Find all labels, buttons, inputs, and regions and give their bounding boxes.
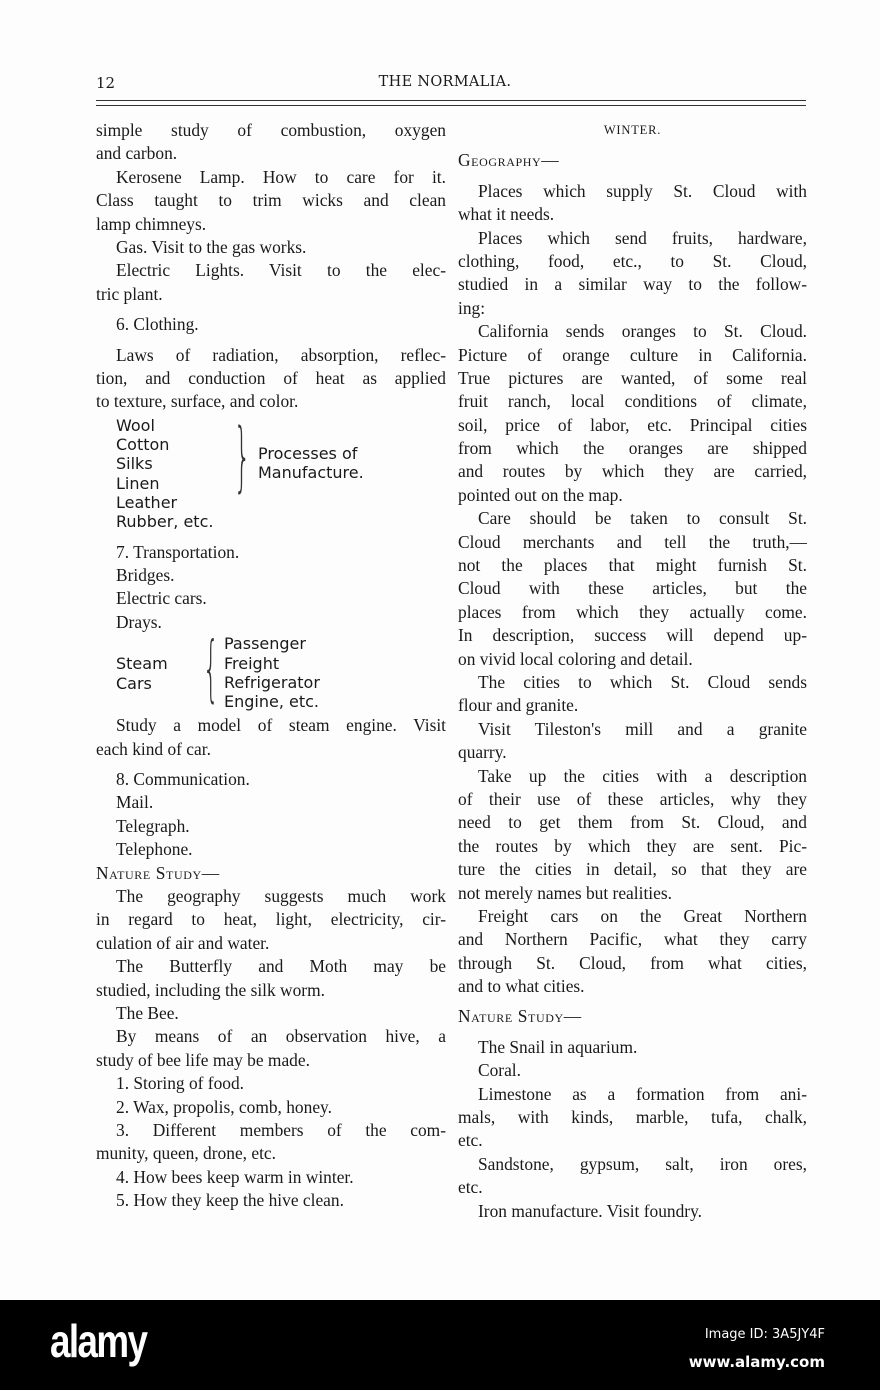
paragraph bbox=[96, 768, 446, 791]
paragraph bbox=[96, 541, 446, 564]
paragraph bbox=[96, 1119, 446, 1166]
text-line: Coral. bbox=[478, 1060, 521, 1081]
paragraph bbox=[96, 166, 446, 236]
text-line: Electric cars. bbox=[116, 588, 207, 609]
paragraph bbox=[96, 1189, 446, 1212]
text-line: True pictures are wanted, of some real bbox=[458, 367, 807, 388]
text-line: 1. Storing of food. bbox=[116, 1073, 245, 1094]
paragraph bbox=[458, 1059, 807, 1082]
text-line: Geography— bbox=[458, 150, 560, 171]
text-line: 5. How they keep the hive clean. bbox=[116, 1190, 344, 1211]
text-line: 8. Communication. bbox=[116, 769, 250, 790]
text-line: Telegraph. bbox=[116, 815, 190, 836]
brace-icon: { bbox=[202, 626, 219, 711]
paragraph bbox=[458, 1200, 807, 1223]
brace-entry: Leather bbox=[116, 492, 178, 512]
text-line: study of bee life may be made. bbox=[96, 1049, 310, 1070]
brace-entry: Rubber, etc. bbox=[116, 512, 214, 532]
paragraph bbox=[458, 718, 807, 765]
text-line: Take up the cities with a description bbox=[478, 765, 807, 786]
steam-cars-brace bbox=[96, 626, 446, 714]
text-line: soil, price of labor, etc. Principal cities bbox=[458, 414, 807, 435]
text-line: By means of an observation hive, a bbox=[116, 1026, 446, 1047]
paragraph bbox=[96, 885, 446, 955]
paragraph bbox=[96, 611, 446, 634]
paragraph bbox=[458, 227, 807, 321]
text-line: tion, and conduction of heat as applied bbox=[96, 367, 446, 388]
text-line: need to get them from St. Cloud, and bbox=[458, 812, 807, 833]
text-line: Gas. Visit to the gas works. bbox=[116, 236, 307, 257]
text-line: mals, with kinds, marble, tufa, chalk, bbox=[458, 1107, 807, 1128]
brace-entry: Wool bbox=[116, 415, 155, 435]
brace-entry: Passenger bbox=[224, 634, 306, 654]
text-line: Visit Tileston's mill and a granite bbox=[478, 718, 807, 739]
paragraph bbox=[96, 587, 446, 610]
brace-icon: } bbox=[233, 410, 251, 500]
text-line: Places which send fruits, hardware, bbox=[478, 227, 807, 248]
alamy-logo: alamy bbox=[50, 1315, 147, 1367]
text-line: Limestone as a formation from ani- bbox=[478, 1083, 807, 1104]
paragraph bbox=[458, 180, 807, 227]
paragraph bbox=[96, 313, 446, 336]
header-rule bbox=[96, 100, 806, 101]
paragraph bbox=[458, 765, 807, 905]
text-line: flour and granite. bbox=[458, 695, 579, 716]
season-heading bbox=[458, 119, 807, 142]
text-line: Iron manufacture. Visit foundry. bbox=[478, 1200, 703, 1221]
paragraph bbox=[96, 838, 446, 861]
text-line: not merely names but realities. bbox=[458, 882, 672, 903]
text-line: quarry. bbox=[458, 742, 507, 763]
watermark-bar bbox=[0, 1300, 880, 1390]
text-line: Electric Lights. Visit to the elec- bbox=[116, 260, 446, 281]
paragraph bbox=[96, 791, 446, 814]
paragraph bbox=[96, 259, 446, 306]
text-line: etc. bbox=[458, 1177, 483, 1198]
text-line: Kerosene Lamp. How to care for it. bbox=[116, 166, 446, 187]
paragraph bbox=[96, 236, 446, 259]
paragraph bbox=[96, 1025, 446, 1072]
paragraph bbox=[458, 905, 807, 999]
text-line: etc. bbox=[458, 1130, 483, 1151]
text-line: studied, including the silk worm. bbox=[96, 979, 325, 1000]
text-line: through St. Cloud, from what cities, bbox=[458, 952, 807, 973]
text-line: pointed out on the map. bbox=[458, 484, 623, 505]
paragraph bbox=[96, 1072, 446, 1095]
paragraph bbox=[96, 815, 446, 838]
text-line: and carbon. bbox=[96, 143, 178, 164]
paragraph bbox=[458, 1153, 807, 1200]
paragraph bbox=[96, 714, 446, 761]
brace-entry: Cars bbox=[116, 673, 152, 693]
text-line: 3. Different members of the com- bbox=[116, 1119, 446, 1140]
text-line: The Bee. bbox=[116, 1002, 179, 1023]
text-line: lamp chimneys. bbox=[96, 213, 207, 234]
brace-entry: Refrigerator bbox=[224, 672, 320, 692]
text-line: what it needs. bbox=[458, 204, 555, 225]
paragraph bbox=[458, 507, 807, 671]
text-line: fruit ranch, local conditions of climate, bbox=[458, 391, 807, 412]
text-line: munity, queen, drone, etc. bbox=[96, 1143, 276, 1164]
text-line: Laws of radiation, absorption, reflec- bbox=[116, 344, 446, 365]
text-line: Sandstone, gypsum, salt, iron ores, bbox=[478, 1153, 807, 1174]
running-title: THE NORMALIA. bbox=[378, 74, 512, 90]
section-heading bbox=[458, 1005, 807, 1028]
text-line: Study a model of steam engine. Visit bbox=[116, 715, 446, 736]
paragraph bbox=[458, 1083, 807, 1153]
text-line: Care should be taken to consult St. bbox=[478, 508, 807, 529]
text-line: 7. Transportation. bbox=[116, 541, 240, 562]
text-line: of their use of these articles, why they bbox=[458, 788, 807, 809]
text-line: each kind of car. bbox=[96, 738, 211, 759]
text-line: Telephone. bbox=[116, 839, 193, 860]
text-line: clothing, food, etc., to St. Cloud, bbox=[458, 250, 807, 271]
text-line: studied in a similar way to the follow- bbox=[458, 274, 807, 295]
text-line: tric plant. bbox=[96, 283, 163, 304]
text-line: The Snail in aquarium. bbox=[478, 1036, 638, 1057]
text-line: Cloud with these articles, but the bbox=[458, 578, 807, 599]
text-line: Bridges. bbox=[116, 565, 175, 586]
paragraph bbox=[96, 1002, 446, 1025]
text-line: Freight cars on the Great Northern bbox=[478, 905, 807, 926]
left-column bbox=[96, 119, 446, 1212]
text-line: Cloud merchants and tell the truth,— bbox=[458, 531, 807, 552]
paragraph bbox=[96, 1096, 446, 1119]
paragraph bbox=[458, 671, 807, 718]
brace-entry: Linen bbox=[116, 473, 160, 493]
text-line: WINTER. bbox=[603, 123, 662, 137]
brace-entry: Steam bbox=[116, 654, 168, 674]
text-line: 4. How bees keep warm in winter. bbox=[116, 1166, 354, 1187]
brace-entry: Freight bbox=[224, 653, 280, 673]
text-line: 2. Wax, propolis, comb, honey. bbox=[116, 1096, 332, 1117]
paragraph bbox=[96, 955, 446, 1002]
text-line: from which the oranges are shipped bbox=[458, 438, 807, 459]
text-line: culation of air and water. bbox=[96, 932, 270, 953]
text-line: on vivid local coloring and detail. bbox=[458, 648, 693, 669]
text-line: Nature Study— bbox=[458, 1006, 582, 1027]
text-line: in regard to heat, light, electricity, cir- bbox=[96, 909, 446, 930]
text-line: not the places that might furnish St. bbox=[458, 555, 807, 576]
brace-entry: Processes of bbox=[258, 443, 358, 463]
text-line: The cities to which St. Cloud sends bbox=[478, 671, 807, 692]
text-line: to texture, surface, and color. bbox=[96, 391, 299, 412]
brace-entry: Cotton bbox=[116, 434, 170, 454]
paragraph bbox=[458, 1036, 807, 1059]
text-line: places from which they actually come. bbox=[458, 601, 807, 622]
header-rule bbox=[96, 105, 806, 106]
paragraph bbox=[96, 119, 446, 166]
watermark-url: www.alamy.com bbox=[688, 1353, 825, 1371]
text-line: and to what cities. bbox=[458, 976, 585, 997]
section-heading bbox=[458, 149, 807, 172]
paragraph bbox=[96, 564, 446, 587]
brace-entry: Engine, etc. bbox=[224, 692, 320, 712]
text-line: In description, success will depend up- bbox=[458, 625, 807, 646]
text-line: simple study of combustion, oxygen bbox=[96, 120, 446, 140]
text-line: 6. Clothing. bbox=[116, 314, 199, 335]
text-line: Drays. bbox=[116, 611, 162, 632]
section-heading bbox=[96, 862, 446, 885]
text-line: ing: bbox=[458, 297, 486, 318]
text-line: Mail. bbox=[116, 792, 154, 813]
text-line: the routes by which they are sent. Pic- bbox=[458, 835, 807, 856]
text-line: The Butterfly and Moth may be bbox=[116, 956, 446, 977]
text-line: Picture of orange culture in California. bbox=[458, 344, 807, 365]
text-line: Class taught to trim wicks and clean bbox=[96, 190, 446, 211]
text-line: California sends oranges to St. Cloud. bbox=[478, 321, 807, 342]
clothing-materials-brace bbox=[96, 410, 446, 534]
text-line: and Northern Pacific, what they carry bbox=[458, 929, 807, 950]
text-line: and routes by which they are carried, bbox=[458, 461, 807, 482]
text-line: Places which supply St. Cloud with bbox=[478, 180, 807, 201]
brace-entry: Silks bbox=[116, 454, 153, 474]
text-line: ture the cities in detail, so that they are bbox=[458, 859, 807, 880]
page-number: 12 bbox=[96, 74, 116, 92]
image-id: Image ID: 3A5JY4F bbox=[704, 1327, 825, 1342]
paragraph bbox=[458, 320, 807, 507]
paragraph bbox=[96, 1166, 446, 1189]
right-column bbox=[458, 119, 807, 1223]
text-line: The geography suggests much work bbox=[116, 885, 446, 906]
brace-entry: Manufacture. bbox=[258, 462, 364, 482]
text-line: Nature Study— bbox=[96, 862, 220, 883]
paragraph bbox=[96, 344, 446, 414]
